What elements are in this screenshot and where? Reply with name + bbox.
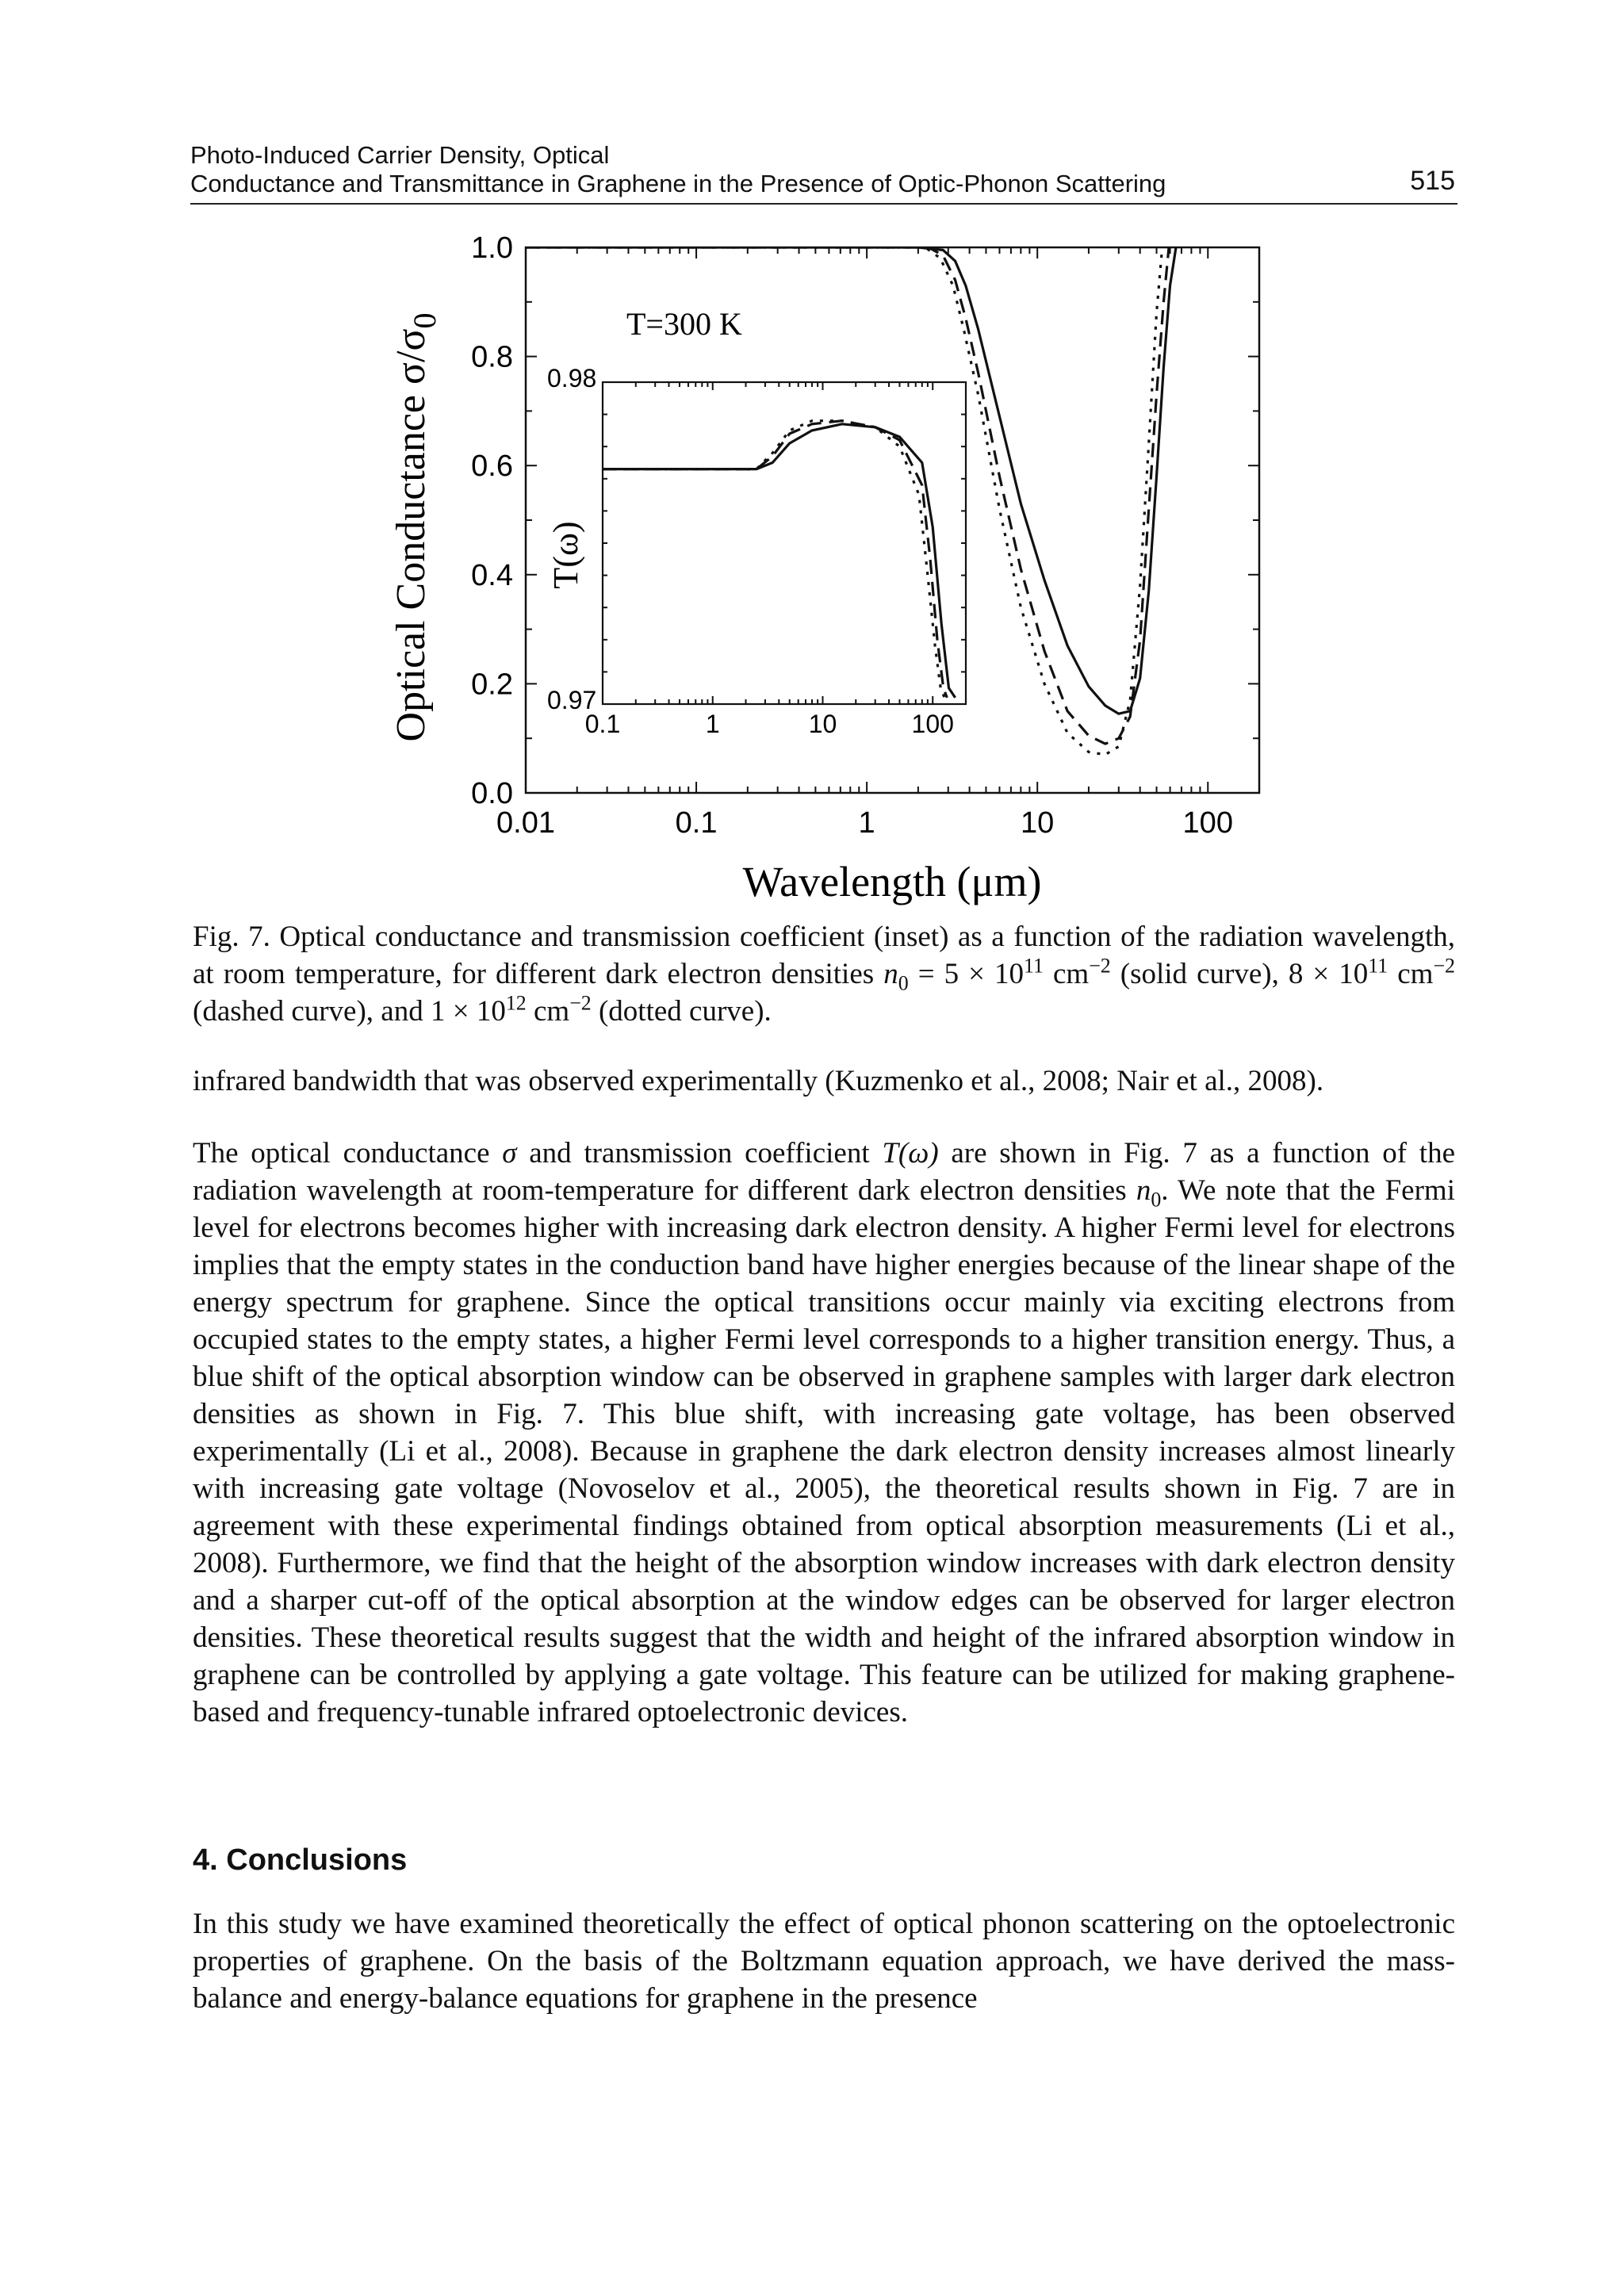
y-axis-title-sub: 0 — [407, 312, 442, 329]
x-tick-label: 10 — [1021, 806, 1055, 840]
y-tick-label: 0.6 — [471, 450, 513, 484]
paragraph-text: The optical conductance — [193, 1137, 503, 1169]
plot-frame — [603, 382, 966, 704]
y-tick-label: 0.0 — [471, 777, 513, 810]
x-tick-label: 0.01 — [496, 806, 555, 840]
caption-text: = 5 × 10 — [908, 958, 1025, 990]
header-title-line2: Conductance and Transmittance in Graphene in the Presence of Optic-Phonon Scattering — [190, 170, 1166, 197]
paragraph-text: and transmission coefficient — [516, 1137, 883, 1169]
x-tick-label: 1 — [858, 806, 875, 840]
caption-text: cm — [1043, 958, 1090, 990]
n0-symbol: n — [1136, 1174, 1151, 1207]
y-axis-title: Optical Conductance $\sigma/\sigma_0$ — [389, 312, 442, 742]
page-number: 515 — [1410, 166, 1455, 196]
figure-7 — [0, 0, 1624, 912]
caption-exponent: 11 — [1024, 954, 1044, 978]
x-tick-label: 0.1 — [584, 710, 621, 738]
caption-exponent: −2 — [1089, 954, 1111, 978]
caption-exponent: 11 — [1368, 954, 1388, 978]
y-tick-label: 0.97 — [547, 686, 597, 714]
caption-text: cm — [526, 995, 570, 1028]
header-title-line1: Photo-Induced Carrier Density, Optical — [190, 141, 610, 169]
y-tick-label: 0.98 — [547, 364, 597, 392]
paragraph: In this study we have examined theoretically the effect of optical phonon scattering on the optoelectronic properties of graphene. On the basis of the Boltzmann equation approach, we have derived the mass-balance and energy-balance equations for graphene in the presence — [193, 1908, 1455, 2015]
caption-text: (dashed curve), and 1 × 10 — [193, 995, 506, 1028]
caption-text: cm — [1388, 958, 1434, 990]
x-tick-label: 10 — [808, 710, 837, 738]
caption-exponent: −2 — [569, 991, 592, 1015]
paragraph: infrared bandwidth that was observed experimentally (Kuzmenko et al., 2008; Nair et al., 2008). — [193, 1065, 1324, 1097]
caption-text: (solid curve), 8 × 10 — [1110, 958, 1369, 990]
paragraph-text: are shown in Fig. 7 as a function of the radiation wavelength at room-temperature for different dark electron densities — [193, 1137, 1455, 1207]
inset-plot — [546, 364, 966, 738]
x-tick-label: 0.1 — [675, 806, 718, 840]
caption-exponent: −2 — [1433, 954, 1455, 978]
y-tick-label: 0.8 — [471, 340, 513, 374]
caption-text: Fig. 7. Optical conductance and transmission coefficient (inset) as a function of the radiation wavelength, at room temperature, for different dark electron densities — [193, 921, 1455, 990]
sigma-symbol: σ — [502, 1137, 517, 1169]
y-tick-label: 0.2 — [471, 668, 513, 702]
y-tick-label: 0.4 — [471, 558, 513, 592]
x-tick-label: 1 — [705, 710, 720, 738]
paragraph-text: . We note that the Fermi level for electrons becomes higher with increasing dark electron density. A higher Fermi level for electrons implies that the empty states in the conduction band have higher energies because of the linear shape of the energy spectrum for graphene. Since the optical transitions occur mainly via exciting electrons from occupied states to the empty states, a higher Fermi level corresponds to a higher transition energy. Thus, a blue shift of the optical absorption window can be observed in graphene samples with larger dark electron densities as shown in Fig. 7. This blue shift, with increasing gate voltage, has been observed experimentally (Li et al., 2008). Because in graphene the dark electron density increases almost linearly with increasing gate voltage (Novoselov et al., 2005), the theoretical results shown in Fig. 7 are in agreement with these experimental findings obtained from optical absorption measurements (Li et al., 2008). Furthermore, we find that the height of the absorption window increases with dark electron density and a sharper cut-off of the optical absorption at the window edges can be observed for larger electron densities. These theoretical results suggest that the width and height of the infrared absorption window in graphene can be controlled by applying a gate voltage. This feature can be utilized for making graphene-based and frequency-tunable infrared optoelectronic devices. — [193, 1174, 1455, 1728]
caption-n0-sub: 0 — [898, 971, 909, 995]
paragraph — [193, 1135, 1455, 1731]
inset-y-axis-title: T(ω) — [546, 521, 585, 589]
n0-subscript: 0 — [1151, 1188, 1162, 1212]
section-heading: 4. Conclusions — [193, 1843, 408, 1877]
caption-text: (dotted curve). — [591, 995, 772, 1028]
x-tick-label: 100 — [911, 710, 954, 738]
y-tick-label: 1.0 — [471, 232, 513, 265]
t-omega-symbol: T(ω) — [882, 1137, 939, 1169]
temperature-annotation: T=300 K — [626, 306, 742, 342]
caption-n0: n — [883, 958, 898, 990]
x-axis-title: Wavelength (μm) — [742, 858, 1042, 905]
figure-caption — [193, 918, 1455, 1030]
caption-exponent: 12 — [505, 991, 527, 1015]
x-tick-label: 100 — [1182, 806, 1233, 840]
